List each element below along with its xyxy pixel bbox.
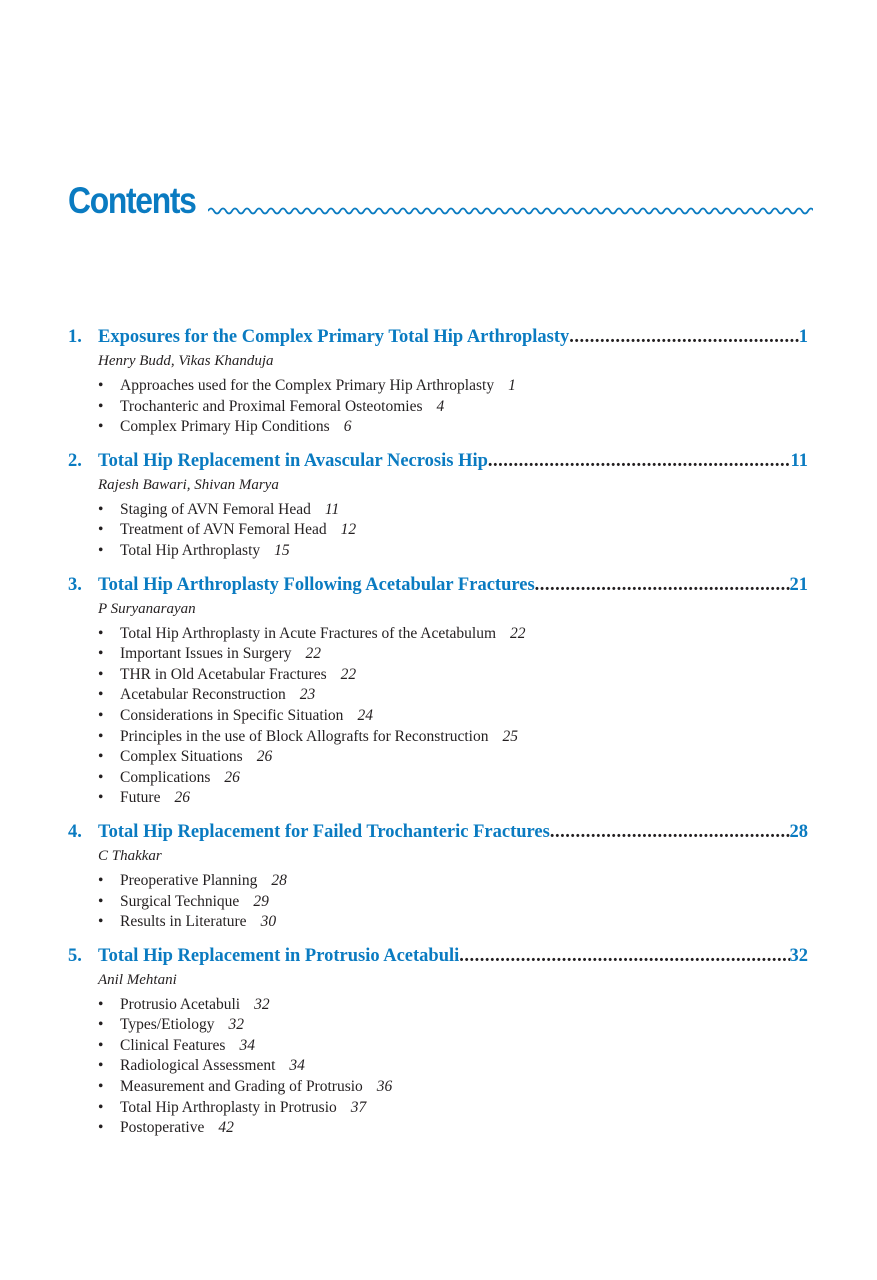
- bullet-icon: •: [98, 892, 104, 910]
- bullet-icon: •: [98, 397, 104, 415]
- bullet-icon: •: [98, 377, 104, 394]
- topic-page-number: 26: [256, 748, 273, 766]
- topic-title: Complications: [120, 768, 211, 786]
- bullet-icon: •: [98, 521, 104, 539]
- topic-item[interactable]: [98, 706, 808, 727]
- bullet-icon: •: [98, 1057, 104, 1075]
- topic-title: Complex Primary Hip Conditions: [120, 418, 330, 436]
- topic-item[interactable]: [98, 1098, 808, 1119]
- topic-item[interactable]: [98, 1015, 808, 1036]
- bullet-icon: •: [98, 1016, 104, 1034]
- topic-title: Principles in the use of Block Allografts for Reconstruction: [120, 727, 489, 745]
- topic-page-number: 26: [224, 768, 240, 786]
- topic-item[interactable]: [98, 788, 808, 809]
- topic-item[interactable]: [98, 892, 808, 913]
- topic-title: Total Hip Arthroplasty in Protrusio: [120, 1098, 337, 1116]
- topic-page-number: 34: [239, 1036, 255, 1054]
- topic-item[interactable]: [98, 1056, 808, 1077]
- topic-page-number: 26: [174, 789, 190, 807]
- dot-leader: [535, 572, 790, 598]
- topic-title: Radiological Assessment: [120, 1057, 276, 1075]
- topic-list: [68, 376, 808, 438]
- topic-item[interactable]: [98, 417, 808, 438]
- chapter-number: 4.: [68, 821, 82, 842]
- chapter-authors: C Thakkar: [98, 847, 162, 864]
- chapter-title[interactable]: Total Hip Replacement in Protrusio Acetabuli: [98, 945, 460, 966]
- chapter-title[interactable]: Exposures for the Complex Primary Total Hip Arthroplasty: [98, 327, 570, 347]
- chapter-page-number: 1: [798, 327, 808, 347]
- bullet-icon: •: [98, 913, 104, 931]
- bullet-icon: •: [98, 768, 104, 786]
- chapter-heading-line[interactable]: [68, 324, 808, 350]
- bullet-icon: •: [98, 727, 104, 745]
- topic-item[interactable]: [98, 665, 808, 686]
- topic-title: Trochanteric and Proximal Femoral Osteotomies: [120, 397, 423, 415]
- topic-title: Postoperative: [120, 1119, 205, 1137]
- topic-title: Preoperative Planning: [120, 871, 258, 889]
- topic-page-number: 42: [218, 1119, 234, 1137]
- wave-decoration: [208, 204, 813, 218]
- topic-list: [68, 500, 808, 562]
- topic-item[interactable]: [98, 1077, 808, 1098]
- topic-item[interactable]: [98, 685, 808, 706]
- topic-item[interactable]: [98, 768, 808, 789]
- chapter-authors: Henry Budd, Vikas Khanduja: [98, 353, 274, 369]
- dot-leader: [550, 819, 790, 845]
- topic-page-number: 32: [228, 1016, 244, 1034]
- topic-list: [68, 995, 808, 1139]
- chapter-heading-line[interactable]: [68, 448, 808, 474]
- topic-item[interactable]: [98, 747, 808, 768]
- topic-title: Approaches used for the Complex Primary Hip Arthroplasty: [120, 377, 495, 394]
- topic-page-number: 23: [299, 686, 316, 704]
- topic-page-number: 29: [253, 892, 269, 910]
- topic-item[interactable]: [98, 1118, 808, 1139]
- bullet-icon: •: [98, 1098, 104, 1116]
- topic-page-number: 12: [340, 521, 357, 539]
- chapter-number: 3.: [68, 574, 82, 595]
- topic-item[interactable]: [98, 541, 808, 562]
- topic-page-number: 24: [357, 706, 373, 724]
- topic-page-number: 22: [510, 624, 526, 642]
- topic-title: Results in Literature: [120, 913, 247, 931]
- topic-item[interactable]: [98, 500, 808, 521]
- chapter-authors: Rajesh Bawari, Shivan Marya: [98, 476, 279, 493]
- bullet-icon: •: [98, 706, 104, 724]
- topic-title: Considerations in Specific Situation: [120, 706, 344, 724]
- topic-title: Protrusio Acetabuli: [120, 995, 241, 1013]
- topic-page-number: 22: [305, 645, 321, 663]
- topic-list: [68, 624, 808, 809]
- bullet-icon: •: [98, 541, 104, 559]
- topic-title: Important Issues in Surgery: [120, 645, 292, 663]
- topic-page-number: 4: [436, 397, 445, 415]
- topic-page-number: 28: [271, 871, 287, 889]
- chapter-entry: [68, 324, 808, 438]
- topic-item[interactable]: [98, 520, 808, 541]
- bullet-icon: •: [98, 665, 104, 683]
- chapter-heading-line[interactable]: [68, 943, 808, 969]
- topic-title: Types/Etiology: [120, 1016, 215, 1034]
- bullet-icon: •: [98, 748, 104, 766]
- topic-item[interactable]: [98, 871, 808, 892]
- topic-page-number: 37: [350, 1098, 367, 1116]
- dot-leader: [569, 324, 798, 350]
- topic-page-number: 32: [254, 995, 270, 1013]
- bullet-icon: •: [98, 871, 104, 889]
- topic-title: Treatment of AVN Femoral Head: [120, 521, 327, 539]
- topic-item[interactable]: [98, 1036, 808, 1057]
- contents-heading-row: [68, 178, 813, 228]
- topic-title: Complex Situations: [120, 748, 243, 766]
- topic-title: Total Hip Arthroplasty: [120, 541, 261, 559]
- topic-page-number: 36: [376, 1078, 393, 1096]
- table-of-contents: [68, 324, 808, 1149]
- chapter-entry: [68, 448, 808, 562]
- topic-page-number: 11: [324, 500, 340, 518]
- bullet-icon: •: [98, 418, 104, 436]
- bullet-icon: •: [98, 1036, 104, 1054]
- bullet-icon: •: [98, 1119, 104, 1137]
- topic-item[interactable]: [98, 376, 808, 397]
- dot-leader: [488, 448, 791, 474]
- topic-page-number: 1: [508, 377, 516, 394]
- chapter-heading-line[interactable]: [68, 572, 808, 598]
- chapter-title[interactable]: Total Hip Arthroplasty Following Acetabular Fractures: [98, 574, 535, 595]
- chapter-heading-line[interactable]: [68, 819, 808, 845]
- topic-title: Acetabular Reconstruction: [120, 686, 286, 704]
- topic-page-number: 25: [502, 727, 518, 745]
- page-title: Contents: [68, 180, 196, 221]
- chapter-page-number: 11: [790, 450, 808, 471]
- topic-title: Future: [120, 789, 161, 807]
- bullet-icon: •: [98, 1078, 104, 1096]
- topic-item[interactable]: [98, 397, 808, 418]
- dot-leader: [459, 943, 789, 969]
- bullet-icon: •: [98, 995, 104, 1013]
- chapter-title[interactable]: Total Hip Replacement in Avascular Necrosis Hip: [98, 450, 488, 471]
- topic-item[interactable]: [98, 912, 808, 933]
- topic-page-number: 15: [274, 541, 290, 559]
- chapter-authors: P Suryanarayan: [98, 600, 196, 617]
- topic-item[interactable]: [98, 995, 808, 1016]
- topic-title: Total Hip Arthroplasty in Acute Fractures of the Acetabulum: [120, 624, 496, 642]
- chapter-entry: [68, 943, 808, 1139]
- chapter-page-number: 32: [789, 945, 808, 966]
- topic-title: Measurement and Grading of Protrusio: [120, 1078, 363, 1096]
- chapter-number: 1.: [68, 327, 82, 347]
- topic-title: THR in Old Acetabular Fractures: [120, 665, 327, 683]
- chapter-page-number: 21: [789, 574, 808, 595]
- bullet-icon: •: [98, 624, 104, 642]
- topic-item[interactable]: [98, 727, 808, 748]
- chapter-number: 2.: [68, 450, 82, 471]
- chapter-entry: [68, 819, 808, 933]
- chapter-title[interactable]: Total Hip Replacement for Failed Trochanteric Fractures: [98, 821, 550, 842]
- topic-title: Surgical Technique: [120, 892, 240, 910]
- topic-title: Staging of AVN Femoral Head: [120, 500, 311, 518]
- chapter-number: 5.: [68, 945, 82, 966]
- bullet-icon: •: [98, 686, 104, 704]
- chapter-page-number: 28: [789, 821, 808, 842]
- bullet-icon: •: [98, 789, 104, 807]
- topic-page-number: 34: [289, 1057, 305, 1075]
- chapter-authors: Anil Mehtani: [98, 971, 177, 988]
- topic-title: Clinical Features: [120, 1036, 226, 1054]
- topic-page-number: 22: [340, 665, 357, 683]
- topic-list: [68, 871, 808, 933]
- bullet-icon: •: [98, 500, 104, 518]
- topic-item[interactable]: [98, 624, 808, 645]
- topic-page-number: 30: [260, 913, 277, 931]
- bullet-icon: •: [98, 645, 104, 663]
- topic-item[interactable]: [98, 644, 808, 665]
- chapter-entry: [68, 572, 808, 809]
- topic-page-number: 6: [343, 418, 352, 436]
